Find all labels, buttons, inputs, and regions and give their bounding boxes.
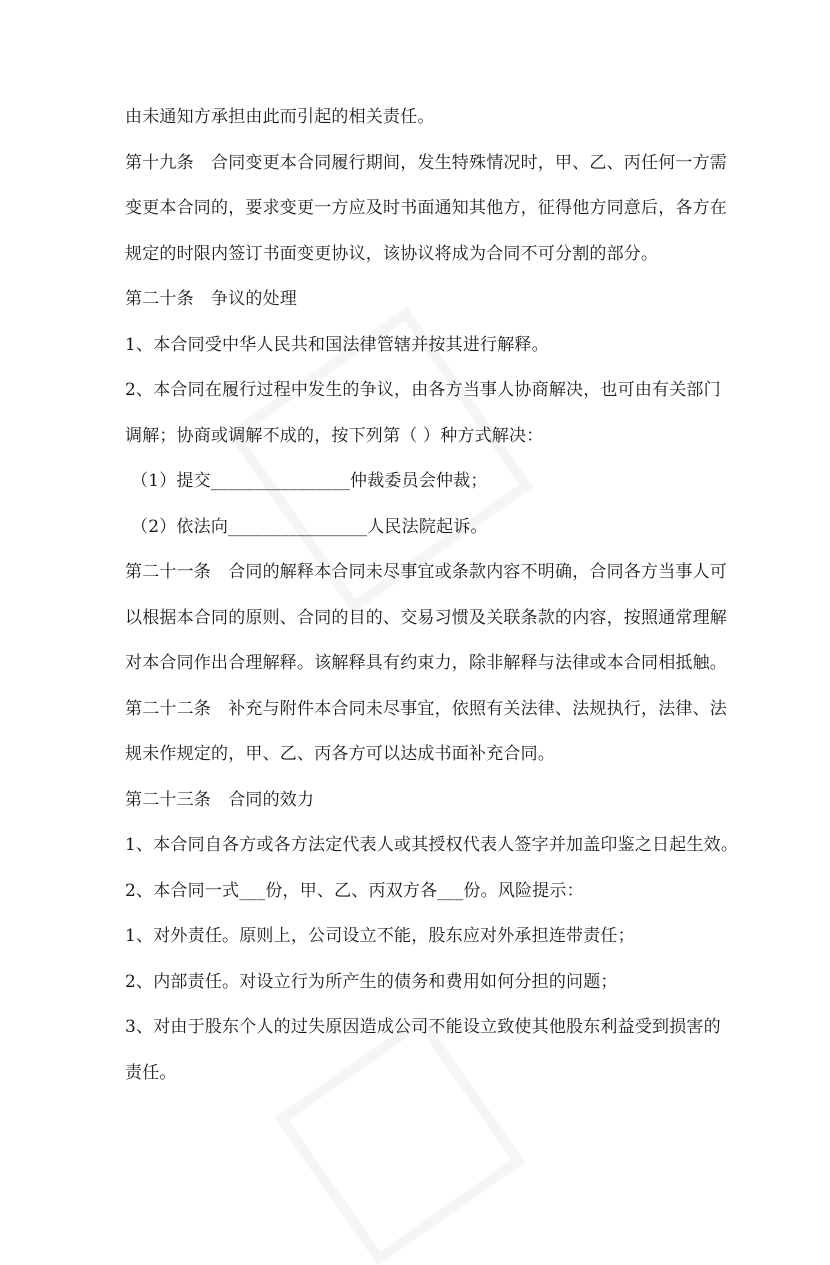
risk-item-3: 3、对由于股东个人的过失原因造成公司不能设立致使其他股东利益受到损害的 (125, 1017, 721, 1037)
option-litigation: （2）依法向________________人民法院起诉。 (131, 516, 488, 537)
text-line: 变更本合同的，要求变更一方应及时书面通知其他方，征得他方同意后，各方在 (125, 198, 727, 218)
text-line: 对本合同作出合理解释。该解释具有约束力，除非解释与法律或本合同相抵触。 (125, 653, 727, 673)
text-line: 调解；协商或调解不成的，按下列第（ ）种方式解决： (125, 425, 544, 446)
risk-item-2: 2、内部责任。对设立行为所产生的债务和费用如何分担的问题； (125, 971, 618, 992)
document-body (125, 106, 739, 1107)
text-line: 规定的时限内签订书面变更协议，该协议将成为合同不可分割的部分。 (125, 243, 659, 264)
text-line: 以根据本合同的原则、合同的目的、交易习惯及关联条款的内容，按照通常理解 (125, 607, 727, 628)
article-19-heading-line: 第十九条 合同变更本合同履行期间，发生特殊情况时，甲、乙、丙任何一方需 (125, 152, 727, 173)
text-line: 2、本合同一式___份，甲、乙、丙双方各___份。风险提示： (125, 880, 584, 901)
text-line: 1、本合同受中华人民共和国法律管辖并按其进行解释。 (125, 334, 549, 355)
risk-item-1: 1、对外责任。原则上，公司设立不能，股东应对外承担连带责任； (125, 926, 635, 946)
text-line: 1、本合同自各方或各方法定代表人或其授权代表人签字并加盖印鉴之日起生效。 (125, 835, 739, 855)
article-21-heading-line: 第二十一条 合同的解释本合同未尽事宜或条款内容不明确，合同各方当事人可 (125, 562, 727, 582)
text-line: 规未作规定的，甲、乙、丙各方可以达成书面补充合同。 (125, 744, 555, 764)
text-line: 2、本合同在履行过程中发生的争议，由各方当事人协商解决，也可由有关部门 (125, 380, 721, 400)
article-20-heading: 第二十条 争议的处理 (125, 289, 297, 309)
article-23-heading: 第二十三条 合同的效力 (125, 789, 315, 810)
text-line: 由未通知方承担由此而引起的相关责任。 (125, 107, 435, 127)
option-arbitration: （1）提交________________仲裁委员会仲裁； (131, 471, 488, 491)
article-22-heading-line: 第二十二条 补充与附件本合同未尽事宜，依照有关法律、法规执行，法律、法 (125, 698, 727, 719)
text-line: 责任。 (125, 1062, 177, 1083)
